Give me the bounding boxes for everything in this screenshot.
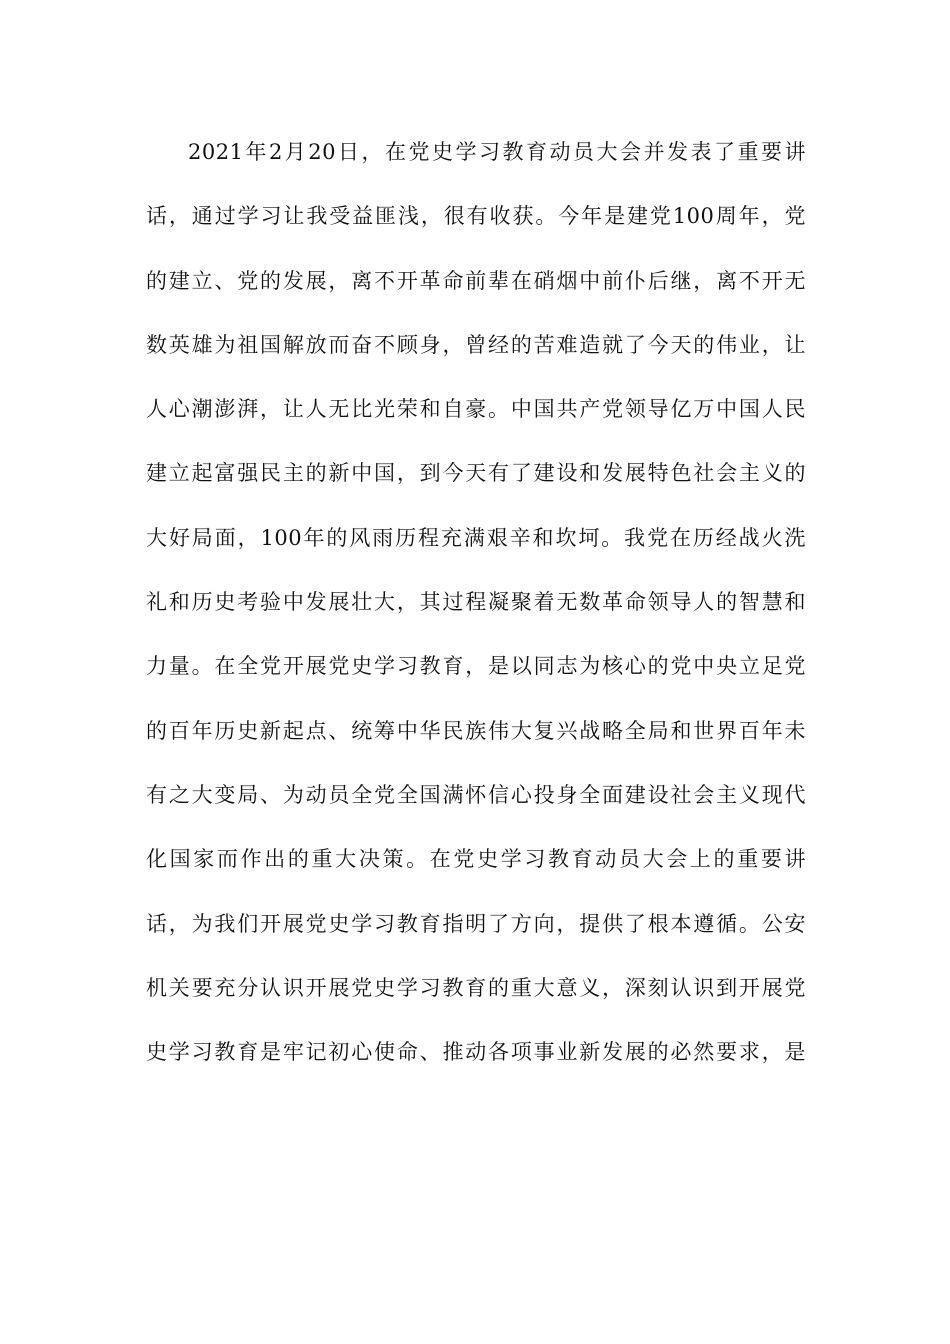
text-line: 人心潮澎湃，让人无比光荣和自豪。中国共产党领导亿万中国人民 [146,397,806,422]
text-line: 话，通过学习让我受益匪浅，很有收获。今年是建党100周年，党 [146,204,806,229]
text-line: 2021年2月20日，在党史学习教育动员大会并发表了重要讲 [188,140,806,164]
text-line: 数英雄为祖国解放而奋不顾身，曾经的苦难造就了今天的伟业，让 [146,332,806,357]
text-line: 力量。在全党开展党史学习教育，是以同志为核心的党中央立足党 [146,654,806,679]
text-line: 建立起富强民主的新中国，到今天有了建设和发展特色社会主义的 [146,461,806,486]
text-line: 史学习教育是牢记初心使命、推动各项事业新发展的必然要求，是 [146,1040,806,1065]
body-paragraph [146,130,806,1094]
text-line: 机关要充分认识开展党史学习教育的重大意义，深刻认识到开展党 [146,975,806,1000]
text-line: 礼和历史考验中发展壮大，其过程凝聚着无数革命领导人的智慧和 [146,590,806,615]
text-line: 有之大变局、为动员全党全国满怀信心投身全面建设社会主义现代 [146,782,806,807]
text-line: 化国家而作出的重大决策。在党史学习教育动员大会上的重要讲 [146,847,806,872]
text-line: 话，为我们开展党史学习教育指明了方向，提供了根本遵循。公安 [146,911,806,936]
text-line: 的建立、党的发展，离不开革命前辈在硝烟中前仆后继，离不开无 [146,268,806,293]
text-line: 的百年历史新起点、统筹中华民族伟大复兴战略全局和世界百年未 [146,718,806,743]
text-line: 大好局面，100年的风雨历程充满艰辛和坎坷。我党在历经战火洗 [146,525,806,550]
